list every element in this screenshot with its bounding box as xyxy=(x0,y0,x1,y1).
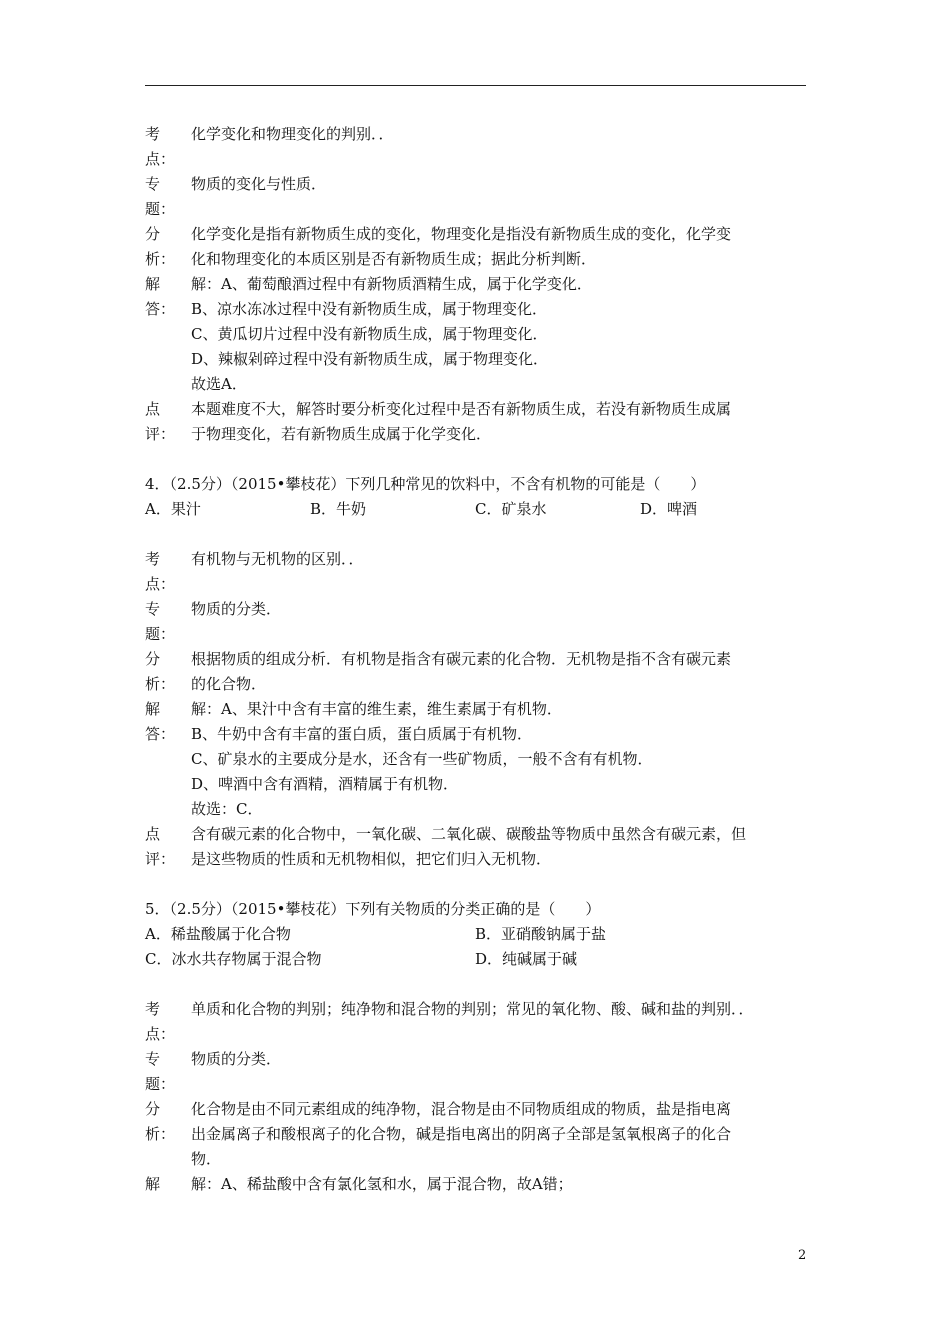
page-number: 2 xyxy=(798,1248,807,1263)
option-a: A．果汁 xyxy=(145,500,201,518)
body: 物质的分类． xyxy=(191,600,282,618)
body: 化合物是由不同元素组成的纯净物，混合物是由不同物质组成的物质，盐是指电离 出金属离子和酸根离子的化合物，碱是指电离出的阴离子全部是氢氧根离子的化合 物． xyxy=(191,1100,732,1168)
body: 物质的变化与性质． xyxy=(191,175,327,193)
body: 根据物质的组成分析．有机物是指含有碳元素的化合物．无机物是指不含有碳元素 的化合物． xyxy=(191,650,732,693)
body: 解：A、葡萄酿酒过程中有新物质酒精生成，属于化学变化． B、凉水冻冰过程中没有新物质生成，属于物理变化． C、黄瓜切片过程中没有新物质生成，属于物理变化． D、辣椒剁碎过程中没有新物质生成，属于物理变化． 故选A． xyxy=(191,275,592,393)
body: 本题难度不大，解答时要分析变化过程中是否有新物质生成，若没有新物质生成属 于物理变化，若有新物质生成属于化学变化． xyxy=(191,400,732,443)
option-a: A．稀盐酸属于化合物 xyxy=(145,925,291,943)
q4-fenxi xyxy=(145,647,806,697)
label: 解 答： xyxy=(145,275,176,318)
label: 点 评： xyxy=(145,825,176,868)
option-d: D．啤酒 xyxy=(640,500,698,518)
q5-kaodian xyxy=(145,997,806,1047)
q5-fenxi xyxy=(145,1097,806,1172)
q3-fenxi xyxy=(145,222,806,272)
label: 专 题： xyxy=(145,175,176,218)
body: 含有碳元素的化合物中，一氧化碳、二氧化碳、碳酸盐等物质中虽然含有碳元素，但 是这些物质的性质和无机物相似，把它们归入无机物． xyxy=(191,825,747,868)
q5-options-row-2 xyxy=(145,947,806,972)
label: 分 析： xyxy=(145,225,176,268)
option-b: B．亚硝酸钠属于盐 xyxy=(475,925,607,943)
q3-dianping xyxy=(145,397,806,447)
q5-zhuanti xyxy=(145,1047,806,1097)
q5-options-row-1 xyxy=(145,922,806,947)
label: 点 评： xyxy=(145,400,176,443)
spacer xyxy=(145,522,806,547)
label: 考 点： xyxy=(145,550,176,593)
body: 化学变化和物理变化的判别．． xyxy=(191,125,394,143)
page-content xyxy=(145,122,806,1197)
option-d: D．纯碱属于碱 xyxy=(475,950,578,968)
body: 物质的分类． xyxy=(191,1050,282,1068)
label: 专 题： xyxy=(145,600,176,643)
q4-stem: 4．（2.5分）（2015•攀枝花）下列几种常见的饮料中，不含有机物的可能是（ ） xyxy=(145,475,706,493)
q3-jieda xyxy=(145,272,806,397)
q4-options xyxy=(145,497,806,522)
option-b: B．牛奶 xyxy=(310,500,367,518)
body: 化学变化是指有新物质生成的变化，物理变化是指没有新物质生成的变化，化学变 化和物理变化的本质区别是否有新物质生成；据此分析判断． xyxy=(191,225,732,268)
q4-jieda xyxy=(145,697,806,822)
label: 解 答： xyxy=(145,700,176,743)
label: 考 点： xyxy=(145,1000,176,1043)
spacer xyxy=(145,972,806,997)
body: 解：A、果汁中含有丰富的维生素，维生素属于有机物． B、牛奶中含有丰富的蛋白质，蛋白质属于有机物． C、矿泉水的主要成分是水，还含有一些矿物质，一般不含有有机物． D、啤酒中含有酒精，酒精属于有机物． 故选：C． xyxy=(191,700,653,818)
option-c: C．冰水共存物属于混合物 xyxy=(145,950,322,968)
spacer xyxy=(145,447,806,472)
body: 有机物与无机物的区别．． xyxy=(191,550,364,568)
label: 解 xyxy=(145,1175,161,1193)
body: 解：A、稀盐酸中含有氯化氢和水，属于混合物，故A错； xyxy=(191,1175,573,1193)
q4-zhuanti xyxy=(145,597,806,647)
label: 专 题： xyxy=(145,1050,176,1093)
label: 分 析： xyxy=(145,1100,176,1143)
option-c: C．矿泉水 xyxy=(475,500,547,518)
q5-stem: 5．（2.5分）（2015•攀枝花）下列有关物质的分类正确的是（ ） xyxy=(145,900,601,918)
label: 分 析： xyxy=(145,650,176,693)
header-rule xyxy=(145,85,806,86)
label: 考 点： xyxy=(145,125,176,168)
spacer xyxy=(145,872,806,897)
q3-zhuanti xyxy=(145,172,806,222)
q4-dianping xyxy=(145,822,806,872)
q5-jieda xyxy=(145,1172,806,1197)
body: 单质和化合物的判别；纯净物和混合物的判别；常见的氧化物、酸、碱和盐的判别．． xyxy=(191,1000,754,1018)
q3-kaodian xyxy=(145,122,806,172)
q4-kaodian xyxy=(145,547,806,597)
